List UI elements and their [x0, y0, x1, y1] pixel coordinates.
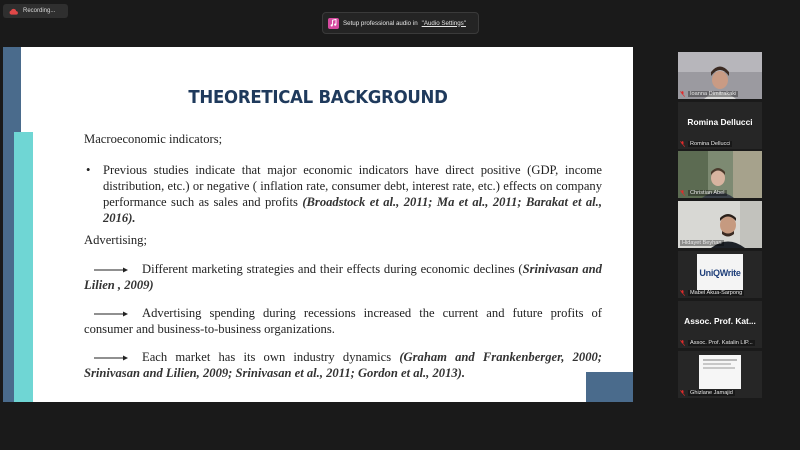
- arrow-right-icon: [94, 311, 128, 317]
- participant-tile[interactable]: [678, 351, 762, 398]
- shared-slide: [3, 47, 633, 402]
- point-1: [84, 261, 602, 293]
- participant-name: Assoc. Prof. Katalin LIP...: [690, 340, 753, 346]
- participant-tile[interactable]: [678, 251, 762, 298]
- bullet-text: Previous studies indicate that major economic indicators have direct positive (GDP, income distribution, etc.) or negative ( inflation rate, consumer debt, interest rate, etc.) effects on company performance such as sales and profits: [103, 163, 602, 209]
- arrow-right-icon: [94, 267, 128, 273]
- point-2-text: Advertising spending during recessions increased the current and future profits of consumer and business-to-business organizations.: [84, 306, 602, 336]
- participant-tile[interactable]: [678, 151, 762, 198]
- point-1-paren: (: [518, 262, 523, 276]
- participant-name: Mabel Akua-Sarpong: [690, 290, 743, 296]
- arrow-right-icon: [94, 355, 128, 361]
- participant-display-name: Romina Dellucci: [687, 117, 753, 127]
- music-note-icon: [328, 18, 339, 29]
- mic-muted-icon: [680, 390, 685, 396]
- participant-name: Romina Dellucci: [690, 141, 731, 147]
- participant-tile-active[interactable]: [678, 201, 762, 248]
- mic-muted-icon: [680, 290, 685, 296]
- slide-title: THEORETICAL BACKGROUND: [188, 87, 448, 108]
- bullet-citation: (Broadstock et al., 2011; Ma et al., 2011; Barakat et al., 2016).: [103, 195, 602, 225]
- logo-text: UniQWrite: [699, 268, 741, 278]
- participant-name: Hidayet Beyhan: [682, 240, 722, 246]
- point-1-citation: Srinivasan and Lilien , 2009): [84, 262, 602, 292]
- participant-tile[interactable]: [678, 52, 762, 99]
- participant-tile[interactable]: [678, 301, 762, 348]
- macro-heading: Macroeconomic indicators;: [84, 132, 223, 146]
- cloud-record-icon: [9, 8, 18, 15]
- participant-display-name: Assoc. Prof. Kat...: [684, 316, 756, 326]
- notification-text: Setup professional audio in: [343, 19, 418, 27]
- participant-logo: [697, 254, 743, 290]
- bullet-dot: •: [86, 163, 91, 177]
- mic-muted-icon: [680, 91, 685, 97]
- participant-name: Christian Abel: [690, 190, 725, 196]
- point-3-text: Each market has its own industry dynamics: [142, 350, 392, 364]
- recording-label: Recording...: [23, 8, 56, 14]
- point-3: [84, 349, 602, 381]
- slide-accent-bar: [14, 132, 33, 402]
- point-2: [84, 305, 602, 337]
- point-3-citation: (Graham and Frankenberger, 2000; Srinivasan and Lilien, 2009; Srinivasan et al., 2011; Gordon et al., 2013).: [84, 350, 602, 380]
- mic-muted-icon: [680, 141, 685, 147]
- advertising-heading: Advertising;: [84, 233, 147, 247]
- participant-name: Ioanna Dimitrakaki: [690, 91, 737, 97]
- mic-muted-icon: [680, 190, 685, 196]
- bullet-paragraph: [103, 162, 602, 226]
- mic-muted-icon: [680, 340, 685, 346]
- recording-indicator[interactable]: [3, 4, 68, 18]
- audio-settings-link[interactable]: "Audio Settings": [421, 19, 466, 27]
- participant-name: Ghizlane Jamajid: [690, 390, 733, 396]
- point-1-text: Different marketing strategies and their effects during economic declines: [142, 262, 515, 276]
- audio-notification: [322, 12, 479, 34]
- participant-tile[interactable]: [678, 102, 762, 149]
